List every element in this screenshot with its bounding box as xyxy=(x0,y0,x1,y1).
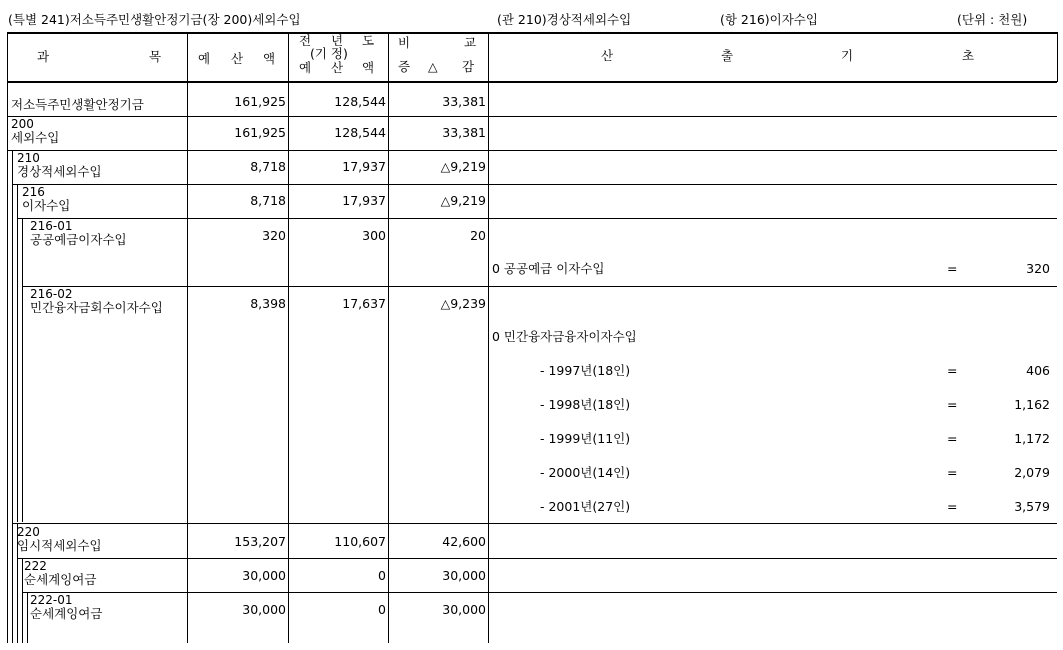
basis-loan-item-label: - 1997년(18인) xyxy=(540,363,631,378)
row-diff: 33,381 xyxy=(442,125,486,140)
hang-title: (항 216)이자수입 xyxy=(720,12,818,27)
row-budget: 30,000 xyxy=(242,568,286,583)
col-line xyxy=(1057,32,1058,82)
header-basis-3: 기 xyxy=(841,48,854,63)
row-diff: △9,239 xyxy=(440,296,486,311)
row-code: 216 xyxy=(22,185,45,199)
header-prev-1: 전 xyxy=(299,33,312,48)
row-prev: 0 xyxy=(378,568,386,583)
row-budget: 30,000 xyxy=(242,602,286,617)
row-name: 순세계잉여금 xyxy=(30,606,103,621)
row-line xyxy=(22,592,1057,593)
basis-loan-item-label: - 1999년(11인) xyxy=(540,431,631,446)
row-prev: 128,544 xyxy=(334,94,386,109)
row-line xyxy=(12,184,1057,185)
header-subject-b: 목 xyxy=(149,49,162,64)
col-line xyxy=(488,32,489,643)
basis-loan-item-label: - 1998년(18인) xyxy=(540,397,631,412)
row-name: 경상적세외수입 xyxy=(17,164,102,179)
header-bottom-border xyxy=(7,81,1057,83)
basis-loan-item-label: - 2001년(27인) xyxy=(540,499,631,514)
basis-loan-item-value: 1,172 xyxy=(1014,431,1050,446)
row-code: 220 xyxy=(17,525,40,539)
header-basis-2: 출 xyxy=(721,48,734,63)
row-prev: 128,544 xyxy=(334,125,386,140)
header-subject-a: 과 xyxy=(37,49,50,64)
level-line xyxy=(27,592,28,643)
basis-loan-item-value: 2,079 xyxy=(1014,465,1050,480)
basis-interest-label: 0 공공예금 이자수입 xyxy=(492,261,605,276)
row-code: 222 xyxy=(24,559,47,573)
row-prev: 110,607 xyxy=(334,534,386,549)
row-diff: 30,000 xyxy=(442,602,486,617)
row-code: 200 xyxy=(11,117,34,131)
row-name: 세외수입 xyxy=(11,130,60,145)
level-line xyxy=(17,184,18,522)
level-line xyxy=(12,150,13,643)
col-line xyxy=(288,32,289,643)
basis-interest-value: 320 xyxy=(1026,261,1050,276)
basis-loan-item-eq: = xyxy=(947,499,958,514)
row-budget: 320 xyxy=(262,228,286,243)
header-prev-5: 산 xyxy=(331,60,344,75)
header-prev-3: 도 xyxy=(362,33,375,48)
row-diff: 20 xyxy=(470,228,486,243)
row-code: 216-01 xyxy=(30,219,73,233)
row-diff: △9,219 xyxy=(440,193,486,208)
row-line xyxy=(17,558,1057,559)
header-budget-3: 액 xyxy=(263,51,276,66)
header-cmp-3: 증 xyxy=(398,59,411,74)
row-budget: 161,925 xyxy=(234,94,286,109)
row-budget: 8,718 xyxy=(250,159,286,174)
row-name: 임시적세외수입 xyxy=(17,538,102,553)
col-line xyxy=(7,32,8,643)
row-prev: 300 xyxy=(362,228,386,243)
level-line xyxy=(22,218,23,522)
row-prev: 17,937 xyxy=(342,159,386,174)
basis-loan-item-eq: = xyxy=(947,363,958,378)
header-cmp-1: 비 xyxy=(398,35,411,50)
basis-loan-item-value: 406 xyxy=(1026,363,1050,378)
header-prev-2: 년 xyxy=(331,33,344,48)
row-name: 민간융자금회수이자수입 xyxy=(30,300,163,315)
row-budget: 8,718 xyxy=(250,193,286,208)
row-line xyxy=(22,286,1057,287)
row-diff: 33,381 xyxy=(442,94,486,109)
basis-loan-item-eq: = xyxy=(947,397,958,412)
row-code: 216-02 xyxy=(30,287,73,301)
basis-interest-eq: = xyxy=(947,261,958,276)
header-prev-6: 액 xyxy=(362,60,375,75)
row-prev: 17,937 xyxy=(342,193,386,208)
header-basis-4: 초 xyxy=(962,48,975,63)
header-prev-4: 예 xyxy=(299,60,312,75)
row-diff: 30,000 xyxy=(442,568,486,583)
kwan-title: (관 210)경상적세외수입 xyxy=(497,12,632,27)
row-name: 공공예금이자수입 xyxy=(30,232,127,247)
unit-label: (단위 : 천원) xyxy=(957,12,1028,27)
basis-loan-item-value: 3,579 xyxy=(1014,499,1050,514)
row-budget: 8,398 xyxy=(250,296,286,311)
basis-loan-item-label: - 2000년(14인) xyxy=(540,465,631,480)
row-line xyxy=(7,150,1057,151)
header-budget-1: 예 xyxy=(198,51,211,66)
basis-loan-label: 0 민간융자금융자이자수입 xyxy=(492,329,637,344)
row-line xyxy=(7,116,1057,117)
level-line xyxy=(22,558,23,643)
row-line xyxy=(17,218,1057,219)
header-cmp-5: 감 xyxy=(462,59,475,74)
basis-loan-item-eq: = xyxy=(947,465,958,480)
row-diff: 42,600 xyxy=(442,534,486,549)
row-prev: 17,637 xyxy=(342,296,386,311)
header-basis-1: 산 xyxy=(601,48,614,63)
row-name: 이자수입 xyxy=(22,198,71,213)
row-name: 저소득주민생활안정기금 xyxy=(11,97,144,112)
header-budget-2: 산 xyxy=(231,51,244,66)
row-prev: 0 xyxy=(378,602,386,617)
row-line xyxy=(12,523,1057,524)
col-line xyxy=(388,32,389,643)
row-code: 222-01 xyxy=(30,593,73,607)
row-code: 210 xyxy=(17,151,40,165)
row-name: 순세계잉여금 xyxy=(24,572,97,587)
row-budget: 153,207 xyxy=(234,534,286,549)
header-prev-mid: (기 정) xyxy=(310,46,348,61)
row-diff: △9,219 xyxy=(440,159,486,174)
fund-title: (특별 241)저소득주민생활안정기금(장 200)세외수입 xyxy=(8,12,301,27)
col-line xyxy=(187,32,188,643)
basis-loan-item-value: 1,162 xyxy=(1014,397,1050,412)
header-cmp-4: △ xyxy=(428,59,438,74)
basis-loan-item-eq: = xyxy=(947,431,958,446)
row-budget: 161,925 xyxy=(234,125,286,140)
header-cmp-2: 교 xyxy=(464,35,477,50)
table-top-border xyxy=(7,32,1057,34)
